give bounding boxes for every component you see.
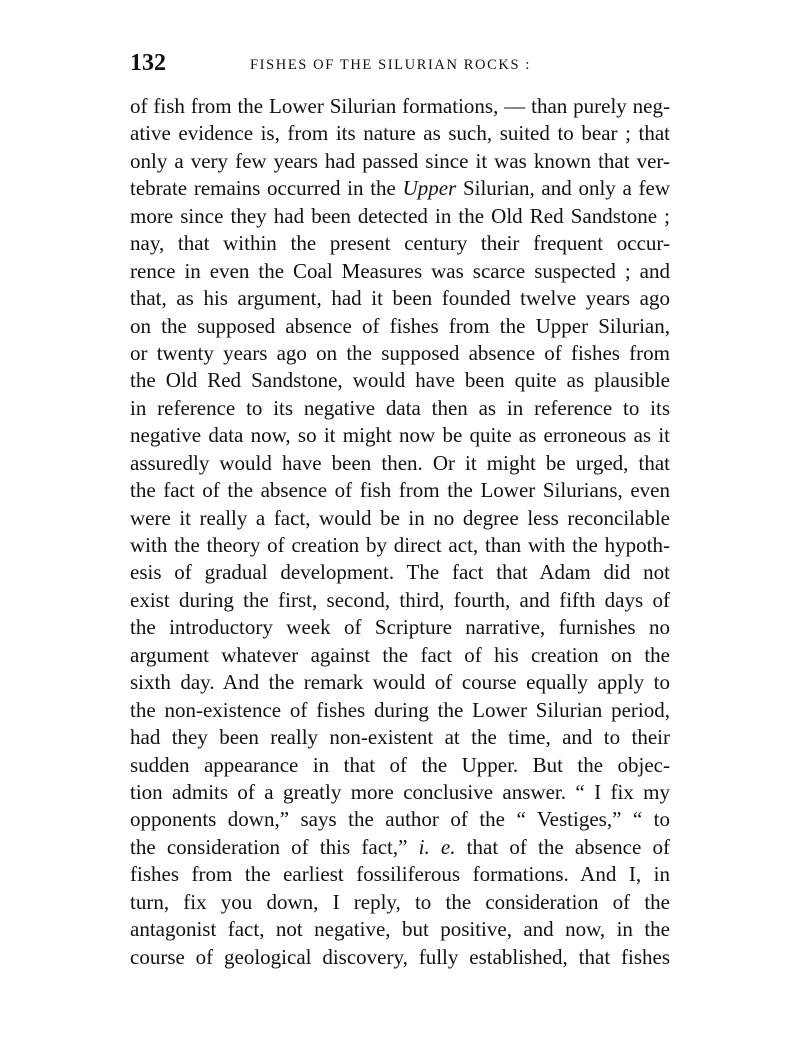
text-line: rence in even the Coal Measures was scarce suspected ; and — [130, 258, 670, 283]
text-line: or twenty years ago on the supposed absence of fishes from — [130, 340, 670, 365]
text-line: only a very few years had passed since it was known that ver- — [130, 148, 670, 173]
text-line: tion admits of a greatly more conclusive answer. “ I fix my — [130, 779, 670, 804]
running-head: FISHES OF THE SILURIAN ROCKS : — [250, 57, 531, 73]
text-line-end: Silurian, and only a few — [456, 176, 670, 201]
text-line: the introductory week of Scripture narrative, furnishes no — [130, 615, 670, 640]
italic-abbreviation: i. e. — [418, 834, 456, 859]
text-line: on the supposed absence of fishes from the Upper Silurian, — [130, 313, 670, 338]
text-line: nay, that within the present century their frequent occur- — [130, 231, 670, 256]
text-line: had they been really non-existent at the time, and to their — [130, 725, 670, 750]
text-line: ative evidence is, from its nature as such, suited to bear ; that — [130, 121, 670, 146]
text-line: opponents down,” says the author of the “ Vestiges,” “ to — [130, 807, 670, 832]
text-line: argument whatever against the fact of his creation on the — [130, 642, 670, 667]
text-line: of fish from the Lower Silurian formations, — than purely neg- — [130, 94, 670, 118]
text-line: with the theory of creation by direct act, than with the hypoth- — [130, 533, 670, 557]
text-line: the fact of the absence of fish from the Lower Silurians, even — [130, 478, 670, 503]
text-line: sudden appearance in that of the Upper. But the objec- — [130, 752, 670, 777]
text-line: turn, fix you down, I reply, to the consideration of the — [130, 889, 670, 914]
text-line: sixth day. And the remark would of course equally apply to — [130, 670, 670, 695]
text-line-start: tebrate remains occurred in the — [130, 176, 403, 201]
text-line — [130, 834, 670, 861]
text-line: exist during the first, second, third, fourth, and fifth days of — [130, 587, 670, 612]
text-line: more since they had been detected in the Old Red Sandstone ; — [130, 203, 670, 228]
text-line-start: the consideration of this fact,” — [130, 834, 419, 859]
text-line: course of geological discovery, fully established, that fishes — [130, 944, 670, 969]
text-line: the non-existence of fishes during the Lower Silurian period, — [130, 697, 670, 722]
page-number: 132 — [130, 50, 166, 76]
text-line: the Old Red Sandstone, would have been quite as plausible — [130, 368, 670, 393]
body-paragraph — [130, 93, 670, 971]
text-line: that, as his argument, had it been founded twelve years ago — [130, 286, 670, 311]
text-line: esis of gradual development. The fact that Adam did not — [130, 560, 670, 585]
text-line: in reference to its negative data then as in reference to its — [130, 395, 670, 420]
italic-word: Upper — [402, 176, 457, 201]
text-line-end: that of the absence of — [455, 834, 670, 859]
text-line: were it really a fact, would be in no degree less reconcilable — [130, 505, 670, 530]
text-line: negative data now, so it might now be quite as erroneous as it — [130, 423, 670, 448]
text-line: antagonist fact, not negative, but positive, and now, in the — [130, 917, 670, 942]
text-line: assuredly would have been then. Or it might be urged, that — [130, 450, 670, 475]
text-line — [130, 175, 670, 202]
page-header — [130, 50, 670, 84]
text-line: fishes from the earliest fossiliferous formations. And I, in — [130, 862, 670, 887]
